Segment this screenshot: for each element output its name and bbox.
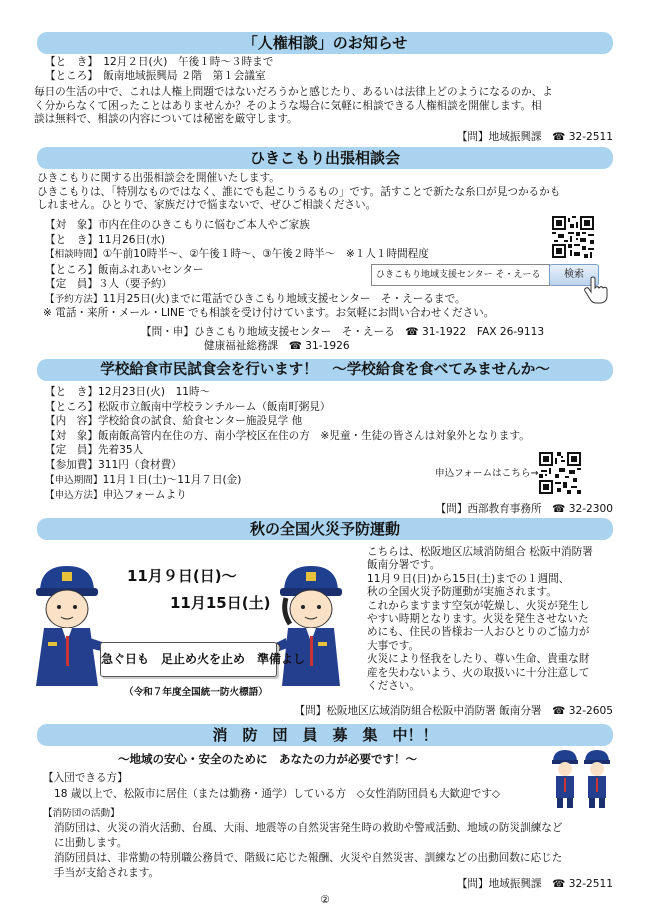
body-line: こちらは、松阪地区広域消防組合 松阪中消防署 — [367, 546, 593, 558]
body-line: 手当が支給されます。 — [54, 867, 160, 879]
contact-line: 【問】西部教育事務所 ☎ 32-2300 — [435, 503, 613, 515]
body-line: ください。 — [367, 680, 420, 693]
info-row — [45, 488, 530, 504]
body-line: 大事です。 — [367, 639, 420, 652]
info-row: 【定 員】３人（要予約） — [45, 278, 173, 291]
contact-line: 【問】地域振興課 ☎ 32-2511 — [456, 878, 613, 890]
contact-note: ※ 電話・来所・メール・LINE でも相談を受け付けています。お気軽にお問い合わせください。 — [43, 307, 495, 319]
search-button-label: 検索 — [564, 269, 584, 280]
recruit-activity-text — [54, 821, 563, 881]
contact-line: 【問・申】ひきこもり地域支援センター そ・えーる ☎ 31-1922 FAX 26-9113 — [141, 326, 545, 338]
search-bar[interactable] — [371, 264, 550, 286]
body-line: 火災により怪我をしたり、尊い生命、貴重な財 — [367, 653, 590, 666]
value: 11月25日(火)までに電話でひきこもり地域支援センター そ・えーるまで。 — [102, 292, 466, 305]
firefighter-pair-illustration — [549, 748, 613, 810]
fire-prevention-body — [367, 546, 593, 693]
info-row: 【と き】 12月２日(火) 午後１時～３時まで — [45, 56, 274, 68]
recruit-subtitle: ～地域の安心・安全のために あなたの力が必要です！～ — [118, 752, 417, 766]
section-title: 学校給食市民試食会を行います！ ～学校給食を食べてみませんか～ — [100, 362, 550, 378]
body-line: これからますます空気が乾燥し、火災が発生し — [367, 599, 590, 612]
banner-human-rights — [37, 32, 613, 54]
info-row: 【と き】12月23日(火) 11時～ — [45, 386, 211, 398]
slogan-text: 急ぐ日も 足止め火を止め 準備よし — [101, 652, 306, 666]
info-row — [45, 292, 466, 308]
search-text: ひきこもり地域支援センター そ・えーる — [376, 270, 541, 280]
section-title: 消 防 団 員 募 集 中！！ — [212, 726, 438, 744]
info-row: 【対 象】飯南飯高管内在住の方、南小学校区在住の方 ※児童・生徒の皆さんは対象外となります。 — [45, 429, 530, 442]
info-row: 【ところ】飯南ふれあいセンター — [45, 263, 204, 276]
qr-code-icon[interactable] — [539, 452, 581, 494]
slogan-banner — [100, 642, 306, 677]
human-rights-body — [34, 86, 553, 127]
slogan-note: （令和７年度全国統一防火標語） — [124, 687, 268, 698]
body-line: 11月９日(日)から15日(土)までの１週間、 — [367, 572, 570, 585]
body-line: ひきこもりは、「特別なものではなく、誰にでも起こりうるもの」です。話すことで新たな糸口が見つかるかも — [37, 185, 561, 198]
value: ①午前10時半～、②午後１時～、③午後２時半～ ※１人１時間程度 — [102, 248, 429, 261]
body-line: 消防団員は、非常勤の特別職公務員で、階級に応じた報酬、火災や自然災害、訓練などの出動回数に応じた — [54, 852, 563, 864]
campaign-date-start: 11月９日(日)～ — [127, 567, 237, 585]
body-line: ひきこもりに関する出張相談会を開催いたします。 — [37, 172, 280, 184]
body-line: 談は無料で、相談の内容については秘密を厳守します。 — [34, 113, 298, 126]
recruit-eligibility-heading: 【入団できる方】 — [43, 772, 128, 784]
body-line: く分からなくて困ったことはありませんか？そのような場合に気軽に相談できる人権相談を開催します。相 — [34, 99, 542, 112]
value: 311円（食材費） — [97, 458, 182, 471]
info-row: 【定 員】先着35人 — [45, 444, 144, 457]
label: 【予約方法】 — [45, 293, 103, 305]
body-line: めにも、住民の皆様お一人おひとりのご協力が — [367, 626, 590, 639]
pointer-hand-icon — [583, 276, 609, 304]
qr-code-icon — [552, 216, 594, 258]
info-row: 【対 象】市内在住のひきこもりに悩むご本人やご家族 — [45, 219, 310, 231]
info-row: 【ところ】松阪市立飯南中学校ランチルーム（飯南町粥見） — [45, 400, 331, 413]
value: 申込フォームより — [102, 489, 187, 502]
section-title: ひきこもり出張相談会 — [249, 149, 400, 167]
body-line: 秋の全国火災予防運動が実施されます。 — [367, 586, 557, 599]
body-line: しれません。ひとりで、家族だけで悩まないで、ぜひご相談ください。 — [37, 199, 377, 212]
info-row: 【と き】11月26日(水) — [45, 233, 165, 246]
body-line: やすい時期となります。火災を発生させないた — [367, 613, 589, 626]
info-row — [45, 247, 466, 263]
firefighter-illustration — [272, 554, 352, 689]
contact-line: 健康福祉総務課 ☎ 31-1926 — [204, 340, 350, 352]
label: 【申込期間】 — [45, 474, 103, 486]
body-line: に出動します。 — [54, 837, 128, 849]
hikikomori-info — [45, 218, 466, 308]
info-row: 【ところ】 飯南地域振興局 ２階 第１会議室 — [45, 69, 266, 82]
info-row: 【内 容】学校給食の試食、給食センター施設見学 他 — [45, 415, 303, 428]
label: 【相談時間】 — [45, 249, 103, 261]
body-line: 消防団は、火災の消火活動、台風、大雨、地震等の自然災害発生時の救助や警戒活動、地域の防災訓練など — [54, 822, 563, 834]
firefighter-illustration — [22, 554, 112, 689]
value: 11月１日(土)～11月７日(金) — [102, 473, 242, 486]
label: 【参加費】 — [45, 458, 98, 471]
body-line: 産を失わないよう、火の取扱いに十分注意して — [367, 666, 590, 679]
banner-school-lunch — [37, 359, 613, 381]
hikikomori-intro — [37, 172, 560, 213]
campaign-date-end: 11月15日(土) — [170, 594, 271, 612]
page-number: ② — [320, 894, 330, 906]
contact-line: 【問】地域振興課 ☎ 32-2511 — [456, 131, 613, 143]
section-title: 「人権相談」のお知らせ — [242, 34, 408, 52]
recruit-eligibility-text: 18 歳以上で、松阪市に居住（または勤務・通学）している方 ◇女性消防団員も大歓迎です◇ — [54, 788, 501, 800]
body-line: 毎日の生活の中で、これは人権上問題ではないだろうかと感じたり、あるいは法律上どのようになるのか、よ — [34, 86, 553, 98]
section-title: 秋の全国火災予防運動 — [249, 520, 400, 538]
banner-fire-prevention — [37, 518, 613, 540]
body-line: 飯南分署です。 — [367, 559, 441, 572]
contact-line: 【問】松阪地区広域消防組合松阪中消防署 飯南分署 ☎ 32-2605 — [294, 705, 613, 717]
form-note: 申込フォームはこちら→ — [435, 468, 539, 479]
school-lunch-info — [45, 385, 530, 504]
human-rights-info — [45, 56, 620, 83]
label: 【申込方法】 — [45, 490, 103, 502]
recruit-activity-heading: 【消防団の活動】 — [43, 808, 120, 819]
banner-hikikomori — [37, 147, 613, 169]
banner-fire-brigade-recruit — [37, 724, 613, 746]
